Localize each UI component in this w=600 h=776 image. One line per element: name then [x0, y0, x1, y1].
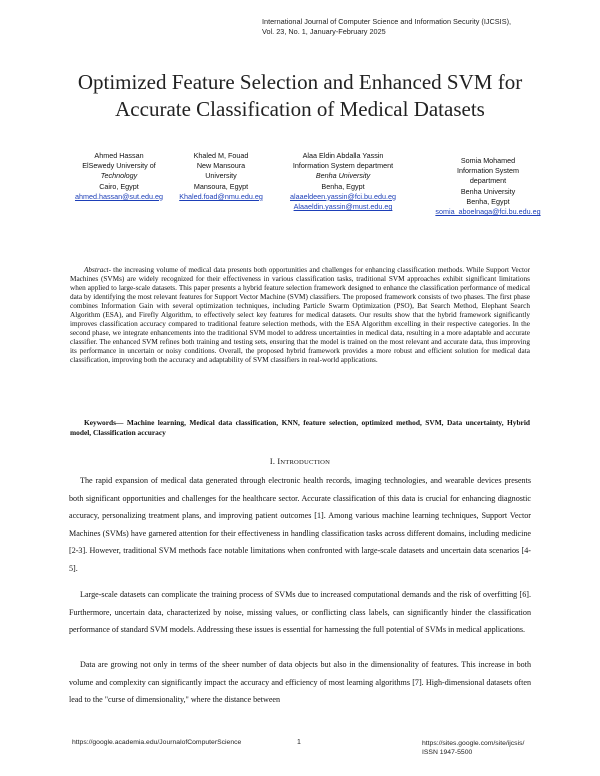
- author-3: [270, 151, 416, 212]
- author-affiliation: New Mansoura: [196, 161, 246, 171]
- journal-volume: Vol. 23, No. 1, January-February 2025: [262, 27, 386, 36]
- author-affiliation: Benha University: [315, 171, 371, 181]
- author-1: [66, 151, 172, 202]
- keywords: Keywords— Machine learning, Medical data classification, KNN, feature selection, optimized method, SVM, Data uncertainty, Hybrid model, Classification accuracy: [70, 418, 530, 437]
- section-title-initial: I: [277, 457, 281, 466]
- author-location: Benha, Egypt: [321, 181, 365, 191]
- author-4: [428, 156, 548, 217]
- author-email-link[interactable]: Khaled.foad@nmu.edu.eg: [179, 191, 263, 201]
- author-affiliation: Information System department: [292, 161, 394, 171]
- author-email-link[interactable]: somia_aboelnaga@fci.bu.edu.eg: [435, 207, 541, 217]
- section-title-rest: NTRODUCTION: [280, 459, 331, 466]
- author-affiliation: Benha University: [460, 186, 516, 196]
- author-location: Mansoura, Egypt: [193, 181, 249, 191]
- author-email-link[interactable]: Alaaeldin.yassin@must.edu.eg: [293, 202, 393, 212]
- page-number: 1: [297, 739, 301, 746]
- author-affiliation: ElSewedy University of: [82, 161, 156, 171]
- footer-right-url[interactable]: https://sites.google.com/site/ijcsis/: [422, 740, 525, 747]
- author-2: [172, 151, 270, 202]
- abstract-label: Abstract: [84, 266, 109, 274]
- paragraph: The rapid expansion of medical data generated through electronic health records, imaging technologies, and wearable devices presents both significant opportunities and challenges for the healthcare sector. Accurate classification of this data is crucial for enhancing diagnostic accuracy, personalizing treatment plans, and improving patient outcomes [1]. Among various machine learning techniques, Support Vector Machines (SVMs) have garnered attention for their effectiveness in handling classification tasks across different domains, including medicine [2-3]. However, traditional SVM methods face notable limitations when confronted with large-scale datasets and uncertain data scenarios [4-5].: [69, 476, 531, 573]
- author-name: Khaled M, Fouad: [193, 151, 249, 160]
- footer-left-url[interactable]: https://google.academia.edu/JournalofComputerScience: [72, 739, 242, 746]
- author-email-link[interactable]: alaaeldeen.yassin@fci.bu.edu.eg: [290, 191, 396, 201]
- journal-header: [262, 17, 582, 37]
- author-email-link[interactable]: ahmed.hassan@sut.edu.eg: [74, 191, 163, 201]
- author-name: Ahmed Hassan: [94, 151, 144, 160]
- abstract: [70, 266, 530, 366]
- title-line-2: Accurate Classification of Medical Datasets: [115, 97, 485, 121]
- author-affiliation: Technology: [100, 171, 138, 181]
- title-line-1: Optimized Feature Selection and Enhanced SVM for: [77, 70, 523, 94]
- section-heading: [0, 457, 600, 466]
- author-location: Benha, Egypt: [466, 196, 510, 206]
- footer-right: [422, 739, 524, 758]
- paragraph: Data are growing not only in terms of the sheer number of data objects but also in the dimensionality of features. This increase in both volume and complexity can significantly impact the accuracy and efficiency of most learning algorithms [7]. High-dimensional datasets often lead to the "curse of dimensionality," where the distance between: [69, 660, 531, 705]
- journal-name: International Journal of Computer Science and Information Security (IJCSIS),: [262, 17, 512, 26]
- section-numeral: I.: [269, 457, 276, 466]
- author-affiliation: department: [469, 176, 507, 186]
- abstract-text: - the increasing volume of medical data presents both opportunities and challenges for enhancing classification methods. While Support Vector Machines (SVMs) are widely recognized for their effectiveness in various classification tasks, traditional SVM approaches exhibit significant limitations when applied to large-scale datasets. This paper presents a hybrid feature selection framework designed to enhance the classification performance of medical data by identifying the most relevant features for Support Vector Machine (SVM) classifiers. The proposed framework consists of two phases. The first phase combines Information Gain with several optimization techniques, including Particle Swarm Optimization (PSO), Bat Search Method, Elephant Search Algorithm (ESA), and Firefly Algorithm, to effectively select key features for medical datasets. Our results show that the hybrid framework significantly improves classification accuracy compared to traditional feature selection methods, with the ESA Algorithm excelling in their respective categories. In the second phase, we integrate enhancements into the traditional SVM model to address uncertainties in medical data, resulting in a more adaptable and accurate classifier. The enhanced SVM refines both training and testing sets, ensuring that the model is trained on the most relevant and accurate data, thus improving its performance in uncertain or noisy conditions. Overall, the proposed hybrid framework provides a more robust and efficient solution for medical data classification, improving both the accuracy and adaptability of SVM classifiers in real-world applications.: [70, 266, 530, 365]
- author-name: Alaa Eldin Abdalla Yassin: [302, 151, 384, 160]
- author-affiliation: University: [205, 171, 237, 181]
- footer-issn: ISSN 1947-5500: [422, 749, 473, 757]
- paragraph: Large-scale datasets can complicate the training process of SVMs due to increased computational demands and the risk of overfitting [6]. Furthermore, uncertain data, characterized by noise, missing values, or conflicting class labels, can significantly hinder the classification performance of standard SVM models. Addressing these issues is essential for harnessing the full potential of SVMs in medical applications.: [69, 590, 531, 635]
- paper-title: [40, 69, 560, 123]
- author-location: Cairo, Egypt: [99, 181, 139, 191]
- author-affiliation: Information System: [457, 166, 519, 176]
- author-name: Somia Mohamed: [460, 156, 516, 165]
